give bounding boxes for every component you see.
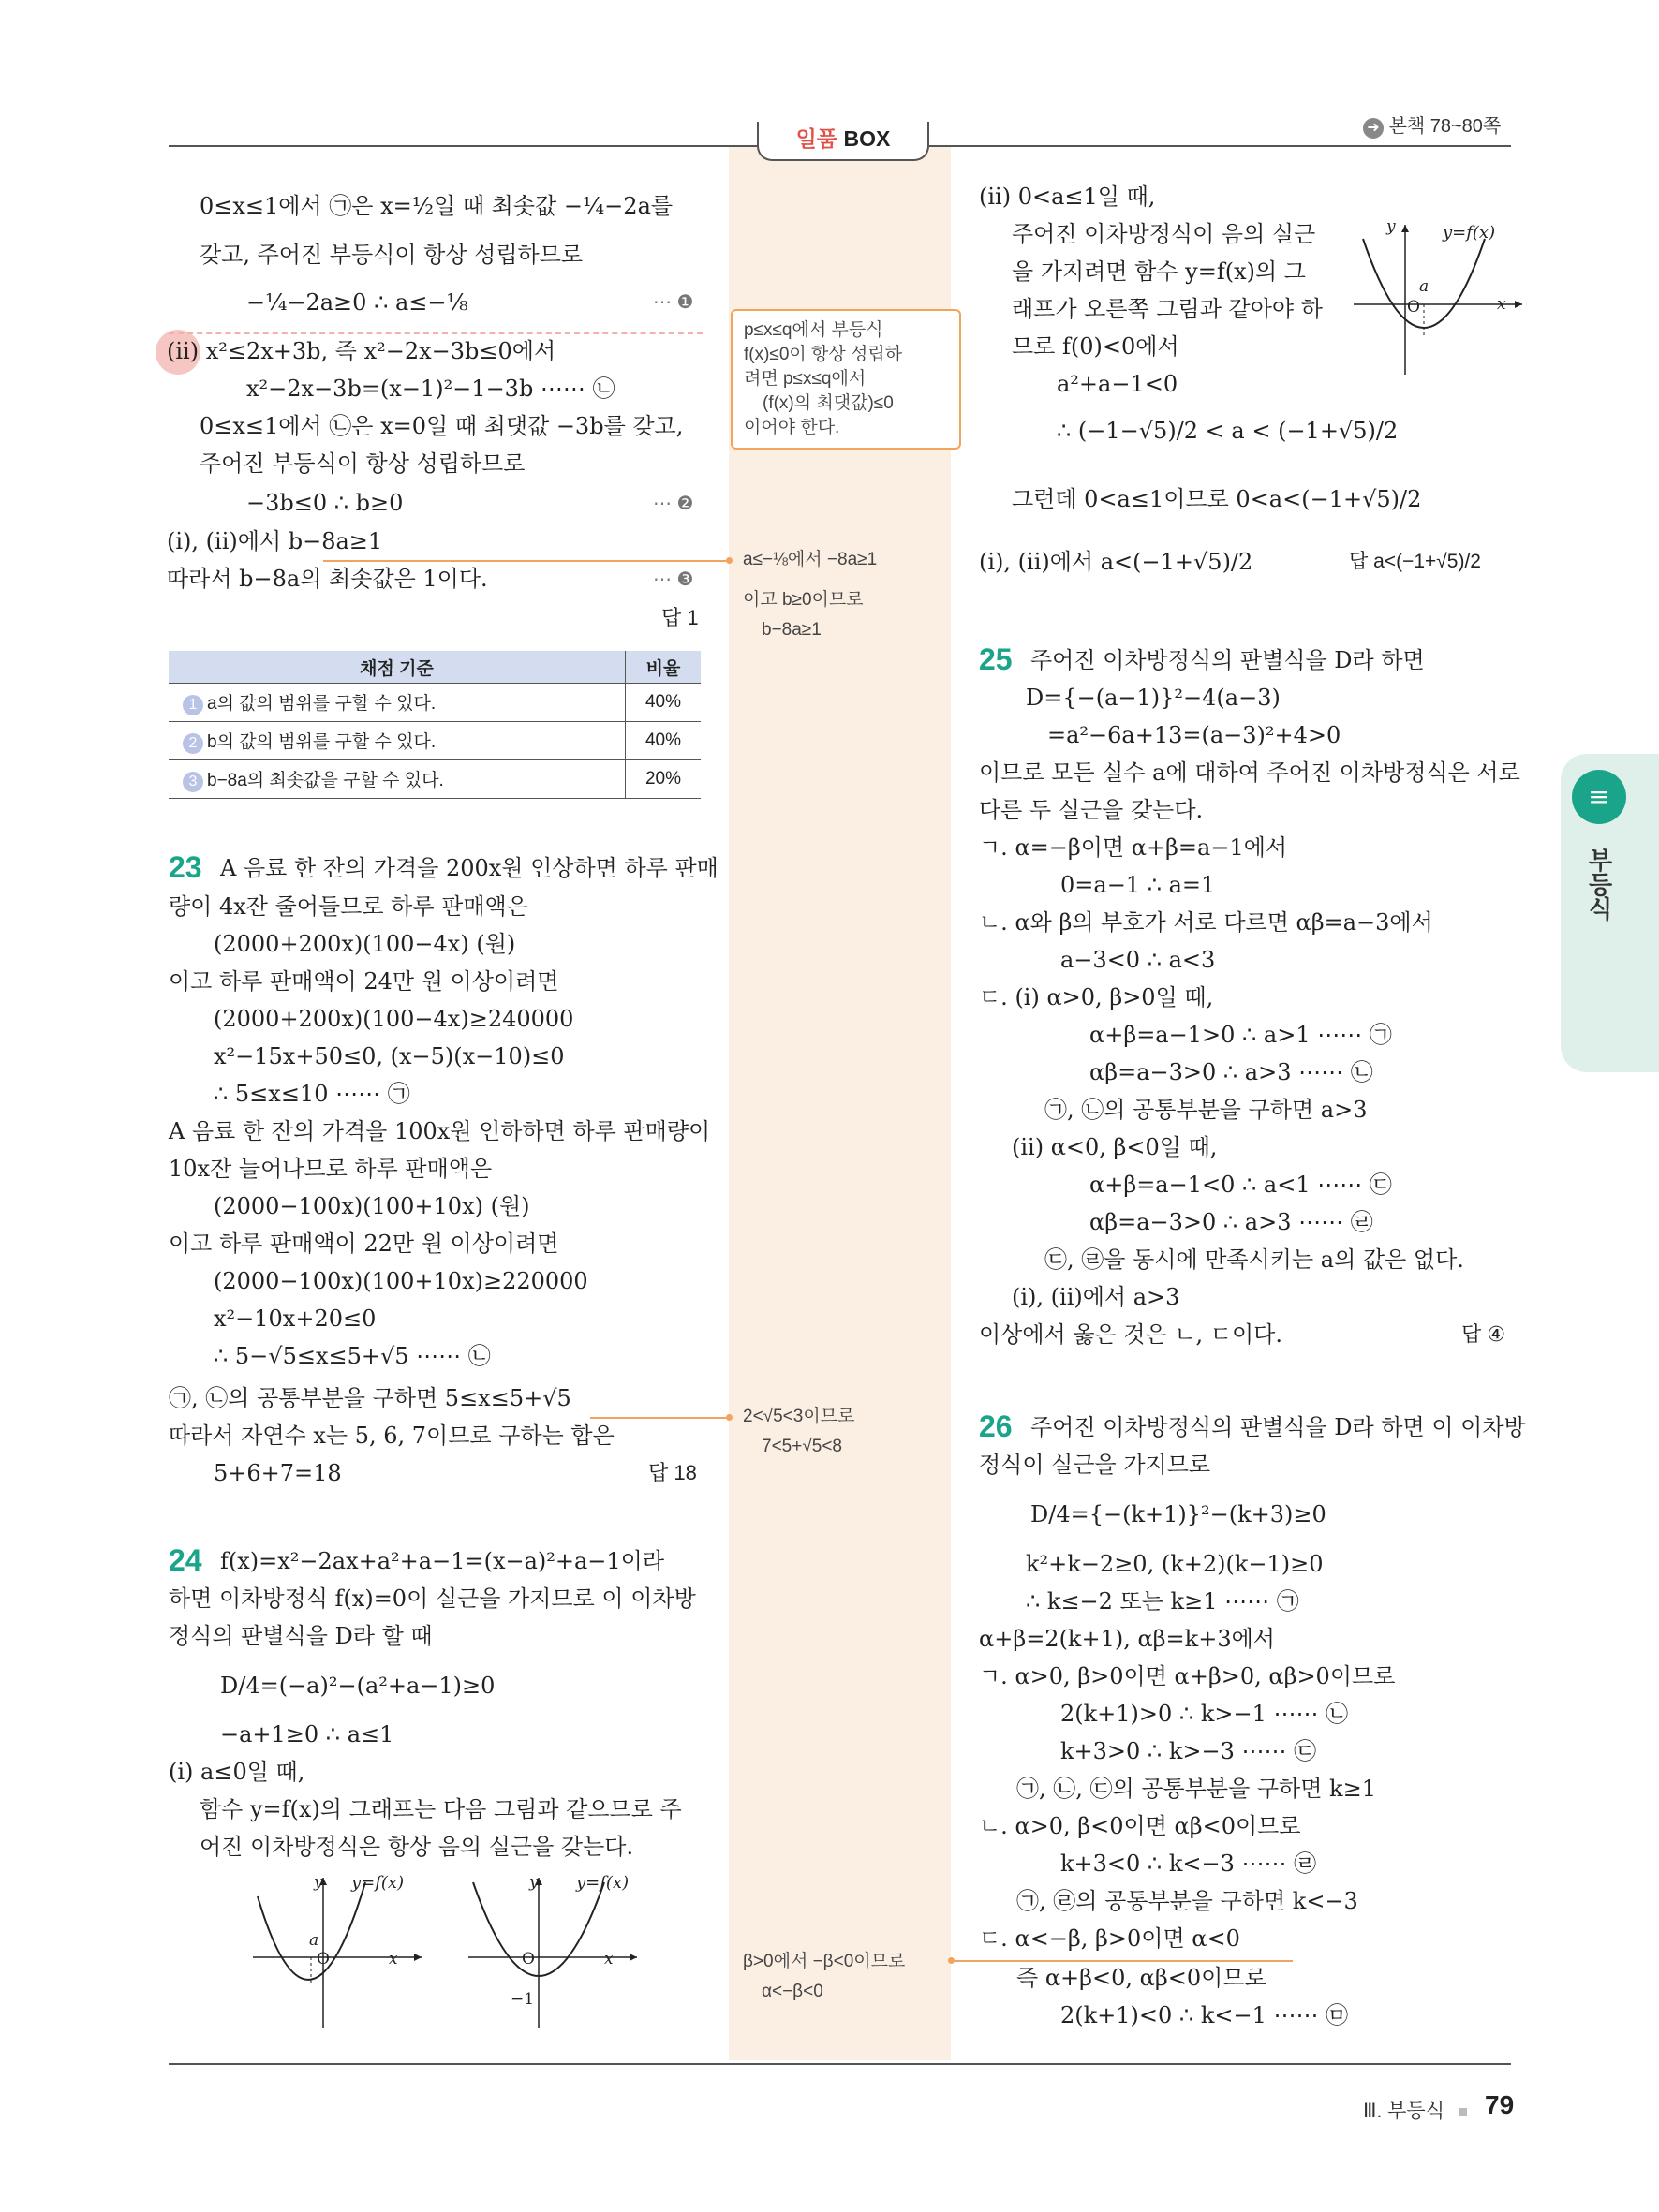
text-line: k+3<0 ∴ k<−3 ⋯⋯ ㉣ xyxy=(1060,1851,1317,1877)
text-line: α+β=a−1<0 ∴ a<1 ⋯⋯ ㉢ xyxy=(1089,1172,1392,1198)
vertex-label: −1 xyxy=(511,1990,535,2009)
text-line: ㄱ. α>0, β>0이면 α+β>0, αβ>0이므로 xyxy=(979,1663,1396,1689)
arrow-icon: ➜ xyxy=(1363,118,1384,139)
text-line: 을 가지려면 함수 y=f(x)의 그 xyxy=(1012,258,1306,285)
text-line: x²−10x+20≤0 xyxy=(214,1305,377,1332)
text-line: ㄱ. α=−β이면 α+β=a−1에서 xyxy=(979,834,1288,861)
criteria-text: b−8a의 최솟값을 구할 수 있다. xyxy=(207,771,444,790)
text-line: αβ=a−3>0 ∴ a>3 ⋯⋯ ㉡ xyxy=(1089,1059,1373,1085)
text-line: 이상에서 옳은 것은 ㄴ, ㄷ이다. xyxy=(979,1321,1282,1348)
answer: 답 ④ xyxy=(1461,1322,1506,1346)
text-line: (2000−100x)(100+10x)≥220000 xyxy=(214,1268,588,1294)
table-row xyxy=(169,722,701,760)
text-line: 주어진 부등식이 항상 성립하므로 xyxy=(200,450,526,477)
text-line: 10x잔 늘어나므로 하루 판매액은 xyxy=(169,1156,493,1182)
text-line: ∴ k≤−2 또는 k≥1 ⋯⋯ ㉠ xyxy=(1026,1588,1299,1615)
problem-number: 24 xyxy=(169,1543,202,1577)
text-line: ∴ 5−√5≤x≤5+√5 ⋯⋯ ㉡ xyxy=(214,1343,491,1369)
text-line: f(x)=x²−2ax+a²+a−1=(x−a)²+a−1이라 xyxy=(220,1548,665,1574)
text-line: a−3<0 ∴ a<3 xyxy=(1060,947,1216,973)
text-line: 0≤x≤1에서 ㉠은 x=½일 때 최솟값 −¼−2a를 xyxy=(200,193,674,219)
tip-line: f(x)≤0이 항상 성립하 xyxy=(744,345,903,364)
tip-line: (f(x)의 최댓값)≤0 xyxy=(763,393,894,413)
step-number: 1 xyxy=(183,695,203,715)
problem-number: 26 xyxy=(979,1409,1013,1443)
pointer-dot xyxy=(726,557,733,564)
text-line: −a+1≥0 ∴ a≤1 xyxy=(220,1721,394,1747)
text-line: (i), (ii)에서 a>3 xyxy=(1012,1284,1180,1310)
criteria-text: a의 값의 범위를 구할 수 있다. xyxy=(207,694,437,714)
origin-label: O xyxy=(1407,298,1420,317)
text-line: 2(k+1)>0 ∴ k>−1 ⋯⋯ ㉡ xyxy=(1060,1701,1349,1727)
text-line: ㉠, ㉡의 공통부분을 구하면 5≤x≤5+√5 xyxy=(169,1385,571,1411)
axis-label-y: y xyxy=(314,1873,323,1892)
text-line: (i), (ii)에서 a<(−1+√5)/2 xyxy=(979,549,1253,575)
point-label-a: a xyxy=(1419,277,1429,296)
text-line: (ii) x²≤2x+3b, 즉 x²−2x−3b≤0에서 xyxy=(167,338,556,364)
text-line: (ii) α<0, β<0일 때, xyxy=(1012,1134,1218,1160)
text-line: 래프가 오른쪽 그림과 같아야 하 xyxy=(1012,296,1323,322)
curve-label: y=f(x) xyxy=(351,1873,405,1893)
footer-chapter: Ⅲ. 부등식 xyxy=(1363,2096,1476,2124)
tip-line: α<−β<0 xyxy=(762,1982,823,2001)
text-line: ㄴ. α>0, β<0이면 αβ<0이므로 xyxy=(979,1813,1301,1839)
text-line: 어진 이차방정식은 항상 음의 실근을 갖는다. xyxy=(200,1834,634,1860)
text-line: (2000+200x)(100−4x) (원) xyxy=(214,931,516,957)
list-icon: ≡ xyxy=(1572,770,1626,824)
text-line: ∴ 5≤x≤10 ⋯⋯ ㉠ xyxy=(214,1081,410,1107)
problem-number: 25 xyxy=(979,642,1013,676)
text-line: x²−2x−3b=(x−1)²−1−3b ⋯⋯ ㉡ xyxy=(246,376,615,402)
pointer-line xyxy=(590,1417,726,1419)
step-number: 3 xyxy=(183,772,203,792)
text-line: 므로 f(0)<0에서 xyxy=(1012,333,1179,360)
criteria-pct: 40% xyxy=(626,722,702,760)
axis-label-x: x xyxy=(604,1950,614,1969)
text-line: A 음료 한 잔의 가격을 100x원 인하하면 하루 판매량이 xyxy=(169,1118,711,1144)
text-line: D/4={−(k+1)}²−(k+3)≥0 xyxy=(1030,1501,1326,1527)
parabola-graph-right xyxy=(459,1873,646,2032)
text-line: (ii) 0<a≤1일 때, xyxy=(979,184,1156,210)
axis-label-x: x xyxy=(1497,295,1506,314)
side-tab-label: 부등식 xyxy=(1585,848,1613,921)
axis-label-y: y xyxy=(1386,217,1396,236)
page-number: 79 xyxy=(1485,2090,1515,2119)
text-line: D={−(a−1)}²−4(a−3) xyxy=(1026,685,1281,711)
text-line: 주어진 이차방정식이 음의 실근 xyxy=(1012,221,1316,247)
text-line: D/4=(−a)²−(a²+a−1)≥0 xyxy=(220,1673,496,1699)
criteria-pct: 20% xyxy=(626,760,702,799)
text-line: ㄷ. α<−β, β>0이면 α<0 xyxy=(979,1925,1240,1952)
text-line: αβ=a−3>0 ∴ a>3 ⋯⋯ ㉣ xyxy=(1089,1209,1373,1235)
text-line: ㉠, ㉡의 공통부분을 구하면 a>3 xyxy=(1044,1097,1368,1123)
text-line: k²+k−2≥0, (k+2)(k−1)≥0 xyxy=(1026,1551,1324,1577)
origin-label: O xyxy=(317,1950,330,1969)
pointer-dot xyxy=(726,1414,733,1421)
table-row xyxy=(169,760,701,799)
axis-label-x: x xyxy=(389,1950,398,1969)
text-line: 이므로 모든 실수 a에 대하여 주어진 이차방정식은 서로 xyxy=(979,759,1520,786)
step-mark: ⋯ ❶ xyxy=(653,292,694,313)
text-line: 0=a−1 ∴ a=1 xyxy=(1060,872,1216,898)
answer: 답 1 xyxy=(661,606,699,629)
text-line: 갖고, 주어진 부등식이 항상 성립하므로 xyxy=(200,242,584,268)
step-mark: ⋯ ❷ xyxy=(653,494,694,514)
text-line: 정식이 실근을 가지므로 xyxy=(979,1452,1211,1478)
page-reference: ➜ 본책 78~80쪽 xyxy=(1363,111,1501,139)
text-line: ㉠, ㉣의 공통부분을 구하면 k<−3 xyxy=(1016,1888,1358,1914)
text-line: α+β=a−1>0 ∴ a>1 ⋯⋯ ㉠ xyxy=(1089,1022,1392,1048)
text-line: 5+6+7=18 xyxy=(214,1460,342,1486)
dashed-divider xyxy=(169,332,703,334)
table-header xyxy=(169,651,701,684)
tip-line: 이어야 한다. xyxy=(744,418,840,437)
criteria-text: b의 값의 범위를 구할 수 있다. xyxy=(207,732,437,752)
tip-line: 이고 b≥0이므로 xyxy=(743,590,864,610)
text-line: 주어진 이차방정식의 판별식을 D라 하면 xyxy=(1030,647,1425,673)
step-number: 2 xyxy=(183,733,203,754)
text-line: 이고 하루 판매액이 24만 원 이상이려면 xyxy=(169,968,559,995)
text-line: 따라서 b−8a의 최솟값은 1이다. xyxy=(167,566,488,592)
text-line: ㉠, ㉡, ㉢의 공통부분을 구하면 k≥1 xyxy=(1016,1776,1376,1802)
text-line: k+3>0 ∴ k>−3 ⋯⋯ ㉢ xyxy=(1060,1738,1317,1764)
text-line: (i), (ii)에서 b−8a≥1 xyxy=(167,528,383,554)
tip-line: 2<√5<3이므로 xyxy=(743,1407,855,1426)
column-header: 채점 기준 xyxy=(169,651,626,684)
text-line: 다른 두 실근을 갖는다. xyxy=(979,797,1204,823)
text-line: a²+a−1<0 xyxy=(1057,371,1178,397)
text-line: 이고 하루 판매액이 22만 원 이상이려면 xyxy=(169,1231,559,1257)
text-line: 주어진 이차방정식의 판별식을 D라 하면 이 이차방 xyxy=(1030,1414,1526,1440)
text-line: (2000+200x)(100−4x)≥240000 xyxy=(214,1006,574,1032)
text-line: ㉢, ㉣을 동시에 만족시키는 a의 값은 없다. xyxy=(1044,1246,1464,1273)
text-line: ㄴ. α와 β의 부호가 서로 다르면 αβ=a−3에서 xyxy=(979,909,1433,936)
text-line: x²−15x+50≤0, (x−5)(x−10)≤0 xyxy=(214,1043,565,1069)
problem-number: 23 xyxy=(169,850,202,884)
tip-line: 7<5+√5<8 xyxy=(762,1437,842,1456)
text-line: 따라서 자연수 x는 5, 6, 7이므로 구하는 합은 xyxy=(169,1423,615,1449)
text-line: 0≤x≤1에서 ㉡은 x=0일 때 최댓값 −3b를 갖고, xyxy=(200,413,684,439)
text-line: 그런데 0<a≤1이므로 0<a<(−1+√5)/2 xyxy=(1012,486,1422,512)
point-label-a: a xyxy=(309,1931,319,1950)
text-line: (i) a≤0일 때, xyxy=(169,1759,305,1785)
tip-line: 려면 p≤x≤q에서 xyxy=(744,369,867,389)
text-line: 량이 4x잔 줄어들므로 하루 판매액은 xyxy=(169,893,528,920)
text-line: A 음료 한 잔의 가격을 200x원 인상하면 하루 판매 xyxy=(220,855,718,881)
text-line: 정식의 판별식을 D라 할 때 xyxy=(169,1623,433,1649)
table-row xyxy=(169,684,701,722)
tip-box xyxy=(731,309,961,450)
text-line: α+β=2(k+1), αβ=k+3에서 xyxy=(979,1626,1275,1652)
pointer-line xyxy=(323,560,726,562)
tip-line: β>0에서 −β<0이므로 xyxy=(743,1952,906,1971)
text-line: ∴ (−1−√5)/2 < a < (−1+√5)/2 xyxy=(1057,418,1399,444)
tip-line: a≤−⅛에서 −8a≥1 xyxy=(743,550,878,569)
tip-line: p≤x≤q에서 부등식 xyxy=(744,320,883,340)
answer: 답 18 xyxy=(648,1461,697,1484)
curve-label: y=f(x) xyxy=(1443,223,1496,243)
text-line: (2000−100x)(100+10x) (원) xyxy=(214,1193,530,1219)
column-header: 비율 xyxy=(626,651,702,684)
tip-line: b−8a≥1 xyxy=(762,620,822,640)
parabola-graph-left xyxy=(244,1873,431,2032)
footer-rule xyxy=(169,2063,1511,2065)
text-line: 2(k+1)<0 ∴ k<−1 ⋯⋯ ㉤ xyxy=(1060,2002,1349,2028)
text-line: −¼−2a≥0 ∴ a≤−⅛ xyxy=(246,289,468,316)
box-title: 일품 BOX xyxy=(757,122,929,161)
criteria-pct: 40% xyxy=(626,684,702,722)
curve-label: y=f(x) xyxy=(576,1873,630,1893)
text-line: 즉 α+β<0, αβ<0이므로 xyxy=(1016,1965,1266,1991)
text-line: =a²−6a+13=(a−3)²+4>0 xyxy=(1047,722,1341,748)
text-line: −3b≤0 ∴ b≥0 xyxy=(246,490,404,516)
step-mark: ⋯ ❸ xyxy=(653,569,694,590)
origin-label: O xyxy=(522,1950,535,1969)
grading-criteria-table xyxy=(169,651,701,799)
answer: 답 a<(−1+√5)/2 xyxy=(1349,551,1481,572)
axis-label-y: y xyxy=(529,1873,539,1892)
text-line: 하면 이차방정식 f(x)=0이 실근을 가지므로 이 이차방 xyxy=(169,1585,696,1612)
text-line: ㄷ. (i) α>0, β>0일 때, xyxy=(979,984,1214,1010)
text-line: 함수 y=f(x)의 그래프는 다음 그림과 같으므로 주 xyxy=(200,1796,682,1822)
pointer-line xyxy=(951,1960,1293,1962)
